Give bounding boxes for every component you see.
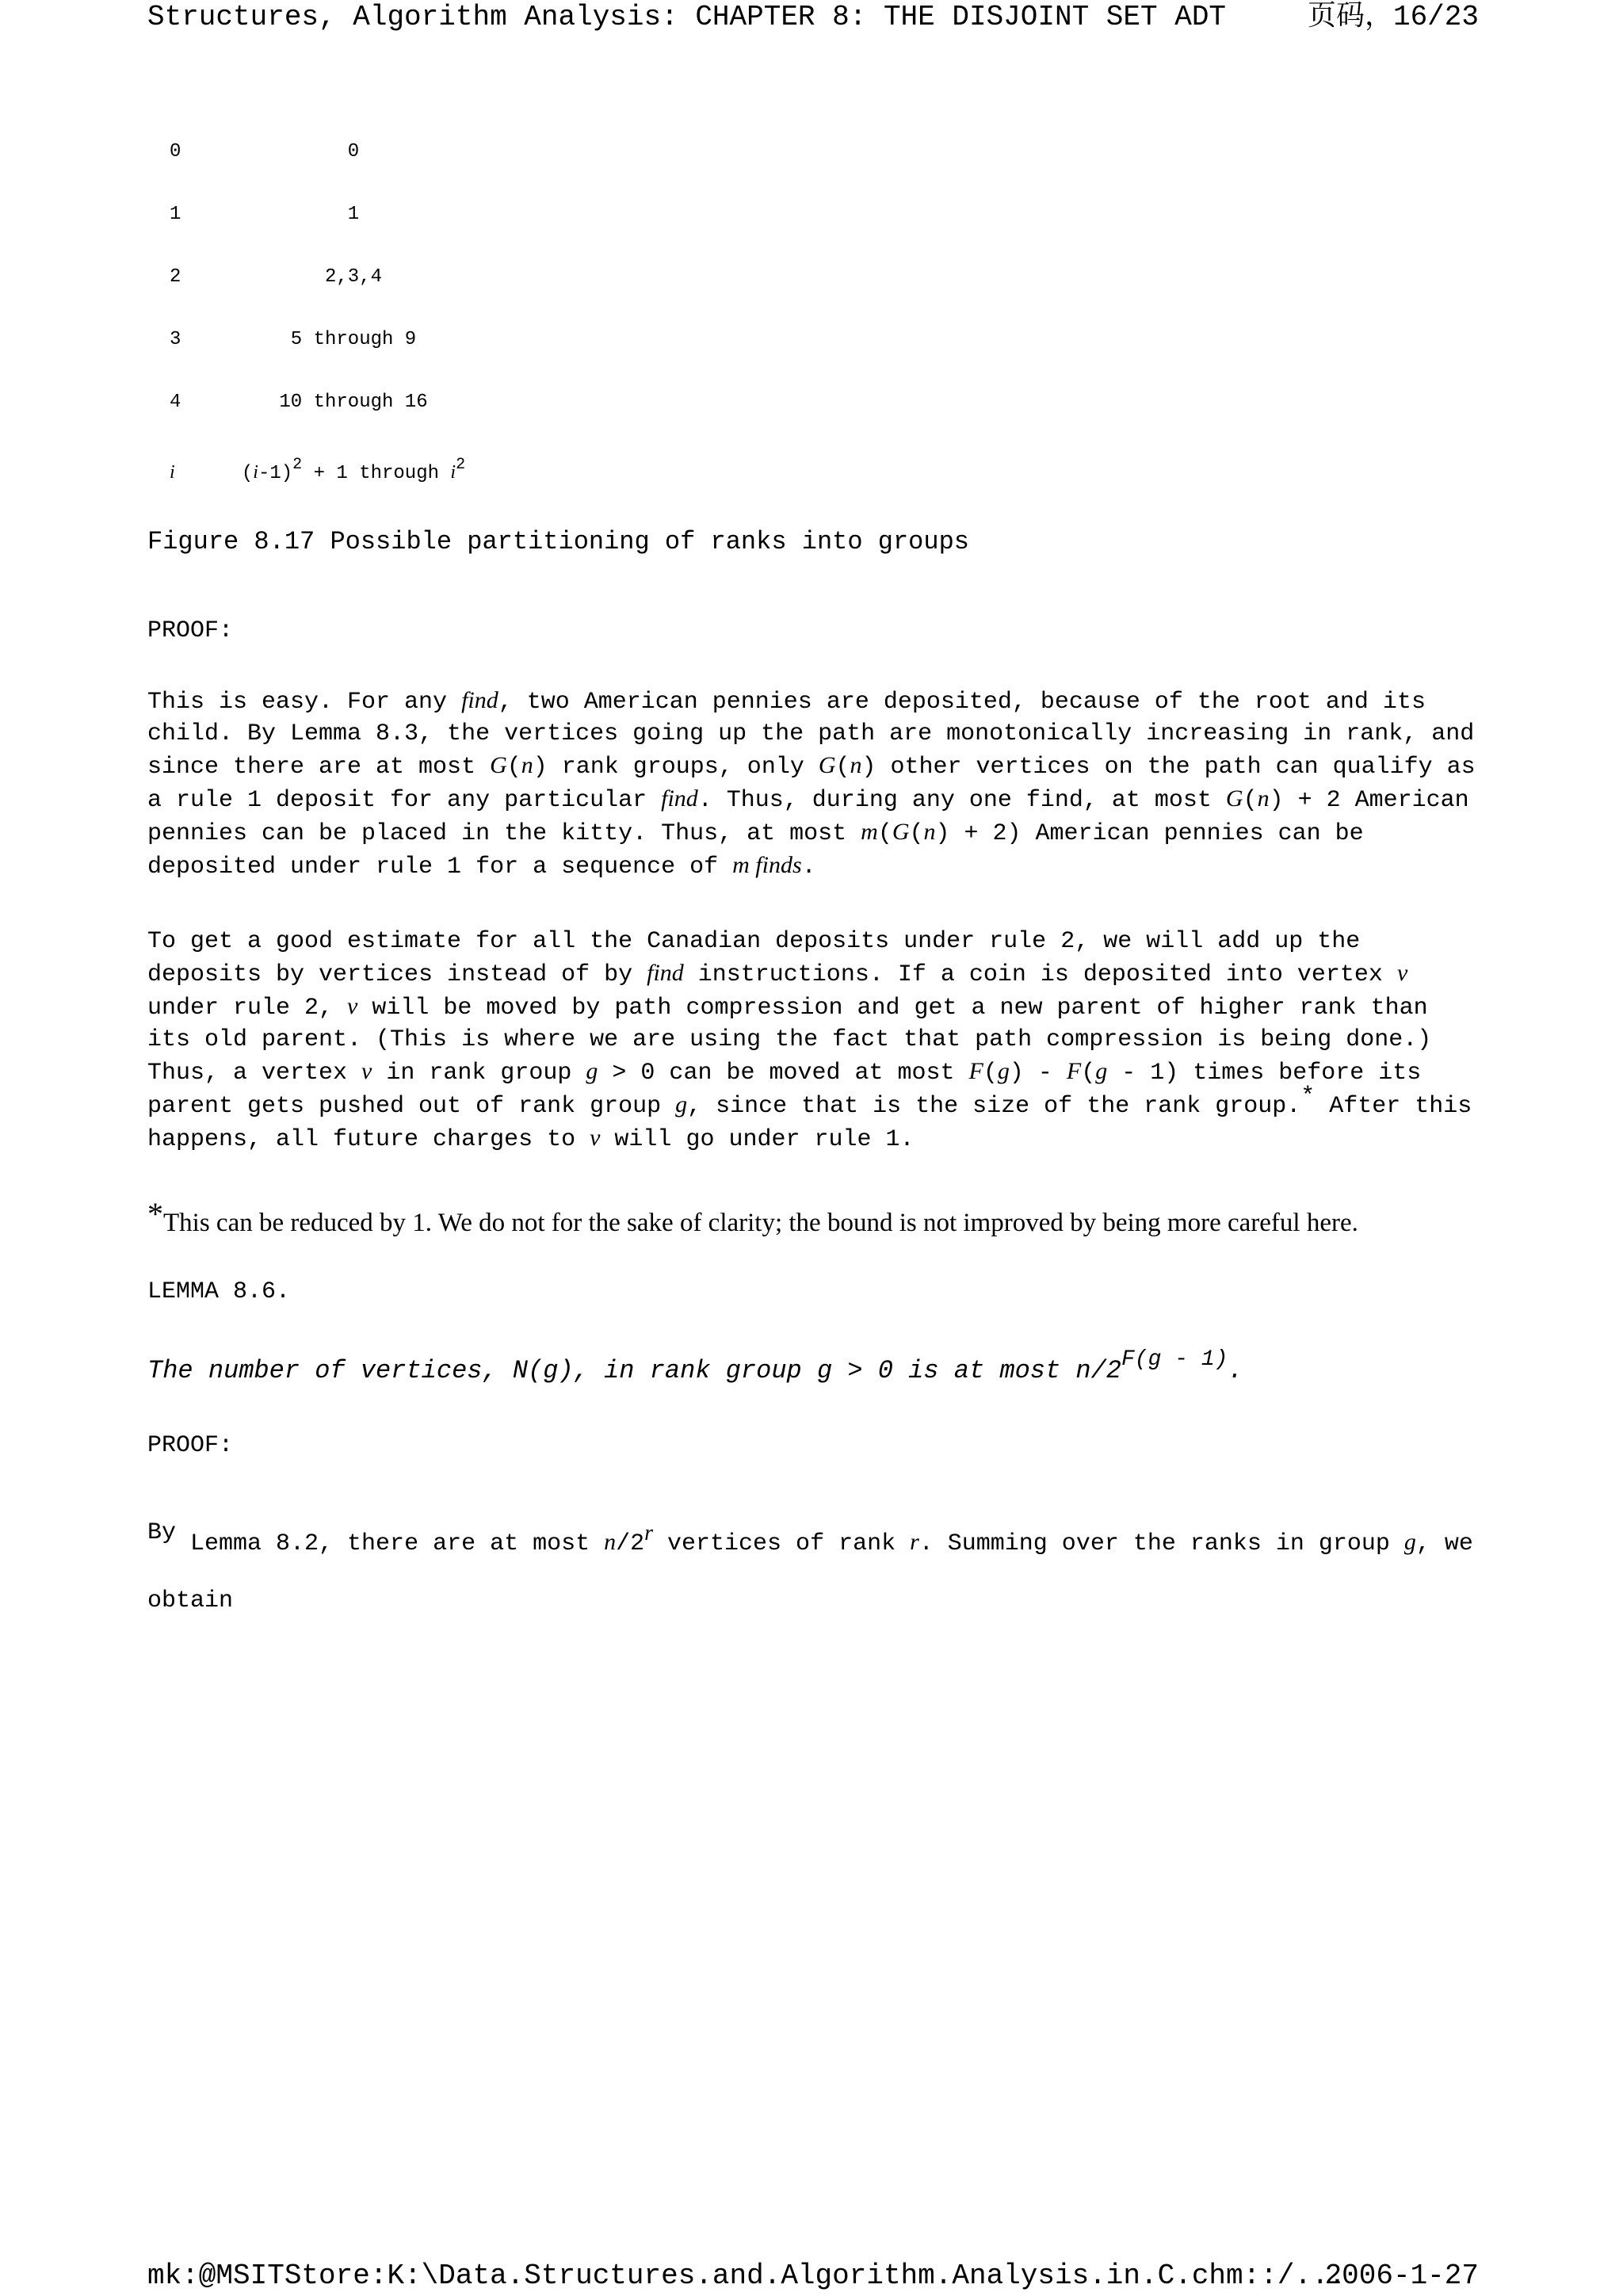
ranks-text: ( (241, 463, 254, 484)
group-cell: 0 (170, 141, 181, 162)
ranks-cell: 0 (347, 141, 360, 162)
paragraph-canadian-deposits: To get a good estimate for all the Canadian deposits under rule 2, we will add up the deposits by vertices instead of by find instructions. If a coin is deposited into vertex v under rule 2, v will be moved by path compression and get a new parent of higher rank than its old parent. (This is where we are using the fact that path compression is being done.) Thus, a vertex v in rank group g > 0 can be moved at most F(g) - F(g - 1) times before its parent gets pushed out of rank group g, since that is the size of the rank group.* After this happens, all future charges to v will go under rule 1. (147, 928, 1472, 1153)
footer-path: mk:@MSITStore:K:\Data.Structures.and.Algorithm.Analysis.in.C.chm::/... (147, 2260, 1346, 2292)
ranks-text: + 1 through (302, 463, 451, 484)
rank-exponent: r (644, 1521, 654, 1545)
group-cell: i (170, 462, 175, 483)
page-header (147, 0, 1479, 40)
lemma-exponent: F(g - 1) (1121, 1347, 1228, 1372)
paragraph-proof-rule1: This is easy. For any find, two American pennies are deposited, because of the root and its child. By Lemma 8.3, the vertices going up the path are monotonically increasing in rank, and since there are at most G(n) rank groups, only G(n) other vertices on the path can qualify as a rule 1 deposit for any particular find. Thus, during any one find, at most G(n) + 2 American pennies can be placed in the kitty. Thus, at most m(G(n) + 2) American pennies can be deposited under rule 1 for a sequence of m finds. (147, 687, 1476, 881)
ranks-text: -1) (258, 463, 293, 484)
table-row (147, 266, 528, 329)
figure-caption: Figure 8.17 Possible partitioning of ranks into groups (147, 527, 969, 556)
footnote-star: * (147, 1196, 163, 1232)
paragraph-lemma-proof: By Lemma 8.2, there are at most n/2$^r$ vertices of rank r. Summing over the ranks in group g, we obtain (147, 1519, 1473, 1614)
group-cell: 3 (170, 329, 181, 350)
ranks-cell: 1 (347, 204, 360, 225)
ranks-exponent: 2 (292, 456, 303, 474)
table-row (147, 141, 528, 204)
group-cell: 2 (170, 266, 181, 288)
table-row (147, 392, 528, 454)
footnote (147, 1198, 1479, 1239)
rank-group-table (147, 141, 528, 517)
table-row (147, 329, 528, 392)
proof-label: PROOF: (147, 617, 234, 644)
group-cell: 1 (170, 204, 181, 225)
ranks-var: i (450, 462, 456, 483)
table-row (147, 204, 528, 266)
ranks-cell: 5 through 9 (290, 329, 417, 350)
lemma-title: LEMMA 8.6. (147, 1278, 291, 1305)
proof-label: PROOF: (147, 1432, 234, 1459)
ranks-cell: 2,3,4 (324, 266, 382, 288)
lemma-statement: The number of vertices, N(g), in rank group g > 0 is at most $n/2^{F(g - 1)}$. (147, 1347, 1243, 1385)
page-footer (147, 2259, 1479, 2295)
ranks-cell (235, 456, 472, 484)
table-row (147, 454, 528, 517)
ranks-cell: 10 through 16 (279, 392, 428, 413)
ranks-var: i (253, 462, 258, 483)
footer-date: 2006-1-27 (1324, 2260, 1479, 2292)
footnote-marker: * (1300, 1083, 1316, 1110)
header-title: Structures, Algorithm Analysis: CHAPTER 8: THE DISJOINT SET ADT (147, 1, 1227, 33)
ranks-exponent: 2 (456, 456, 466, 474)
header-page-number: 页码，16/23 (1307, 1, 1479, 33)
group-cell: 4 (170, 392, 181, 413)
footnote-text: This can be reduced by 1. We do not for the sake of clarity; the bound is not improved by being more careful here. (163, 1209, 1358, 1237)
